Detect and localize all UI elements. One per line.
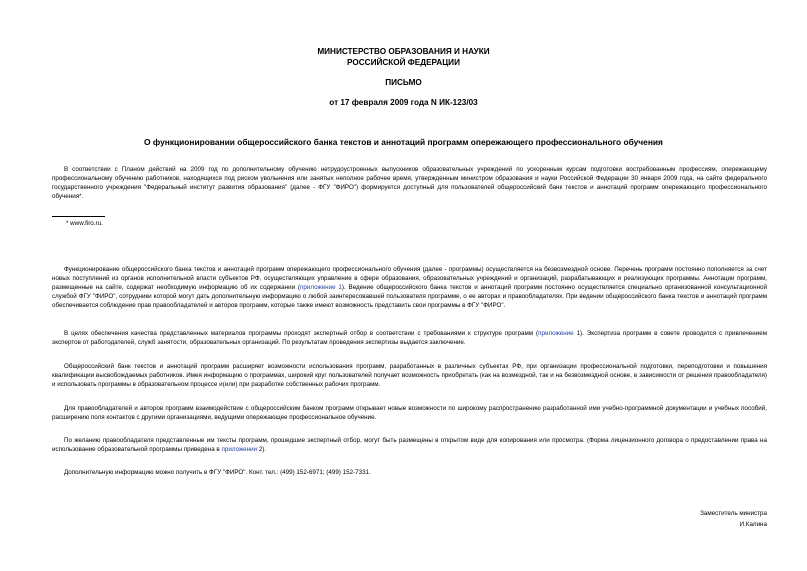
- signatory-position: Заместитель министра: [700, 510, 767, 517]
- paragraph-3-text-b: 1). Экспертиза программ в совете проводится с привлечением экспертов от работодателей, служб занятости, образовательных организаций. По результатам проведения экспертизы выдается заключение.: [52, 330, 767, 346]
- paragraph-4-text: Общероссийский банк текстов и аннотаций программ расширяет возможности использования программ, разработанных в различных субъектах РФ, при организации профессиональной подготовки, переподготовки и повышения квалификации высвобождаемых работников. Имея информацию о программах, широкий круг пользователей получает возможность приобретать (как на возмездной, так и на безвозмездной основе, в зависимости от решения правообладателя) и использовать программы в образовательном процессе и(или) при разработке собственных рабочих программ.: [52, 363, 767, 388]
- paragraph-6: [52, 437, 767, 455]
- paragraph-2-text-a: Функционирование общероссийского банка текстов и аннотаций программ опережающего профессионального обучения (далее - программы) осуществляется на безвозмездной основе. Перечень программ постоянно пополняется за счет новых поступлений из органов исполнительной власти субъектов РФ, осуществляющих управление в сфере образования, образовательных учреждений и организаций, разрабатывающих и реализующих программы. Аннотации программ, размещенные на сайте, содержат необходимую информацию об их содержании (: [52, 266, 767, 291]
- document-subject: О функционировании общероссийского банка текстов и аннотаций программ опережающего профессионального обучения: [144, 137, 663, 147]
- ministry-name-line1: МИНИСТЕРСТВО ОБРАЗОВАНИЯ И НАУКИ: [317, 47, 490, 56]
- document-type: ПИСЬМО: [385, 78, 422, 87]
- paragraph-2: [52, 266, 767, 311]
- paragraph-1: [52, 166, 767, 202]
- appendix-2-link[interactable]: приложении: [221, 445, 258, 453]
- paragraph-1-text: В соответствии с Планом действий на 2009 год по дополнительному обучению нетрудоустроенных выпускников образовательных учреждений по ускоренным курсам подготовки востребованным профессиям, опережающему профессиональному обучению работников, находящихся под риском увольнения или занятых неполное рабочее время, утвержденным министром образования и науки Российской Федерации 30 января 2009 года, на сайте федерального государственного учреждения "Федеральный институт развития образования" (далее - ФГУ "ФИРО") формируется доступный для пользователей общероссийский банк текстов и аннотаций программ опережающего профессионального обучения*.: [52, 166, 767, 200]
- ministry-name-line2: РОССИЙСКОЙ ФЕДЕРАЦИИ: [347, 58, 460, 67]
- document-date-number: от 17 февраля 2009 года N ИК-123/03: [329, 98, 478, 107]
- appendix-1-link[interactable]: приложение 1: [300, 283, 342, 291]
- document-header: [0, 46, 807, 108]
- footnote: * www.firo.ru.: [66, 220, 103, 227]
- paragraph-5-text: Для правообладателей и авторов программ взаимодействие с общероссийским банком программ открывает новые возможности по широкому распространению разработанной ими учебно-программной документации и учебных пособий, расширению поля контактов с другими организациями, ведущими опережающее профессиональное обучение.: [52, 405, 767, 421]
- paragraph-3-text-a: В целях обеспечения качества представленных материалов программы проходят экспертный отбор в соответствии с требованиями к структуре программ (: [64, 330, 539, 337]
- paragraph-5: [52, 405, 767, 423]
- appendix-link[interactable]: приложение: [538, 330, 574, 337]
- signature-block: [700, 508, 767, 530]
- footnote-divider: [52, 216, 105, 217]
- paragraph-3: [52, 330, 767, 348]
- paragraph-4: [52, 363, 767, 390]
- paragraph-2-text-b: ). Ведение общероссийского банка текстов и аннотаций программ постоянно осуществляется специально организованной консультационной службой ФГУ "ФИРО", сотрудники которой могут дать дополнительную информацию о любой заинтересовавшей пользователя программе, о ее авторах и правообладателях. При ведении общероссийского банка текстов и аннотаций программ обеспечивается соблюдение прав правообладателей и авторов программ, которые также имеют возможность представить свои программы в ФГУ "ФИРО".: [52, 283, 767, 309]
- paragraph-7-text: Дополнительную информацию можно получить в ФГУ "ФИРО". Конт. тел.: (499) 152-6971; (499) 152-7331.: [64, 469, 371, 476]
- signatory-name: И.Калина: [739, 521, 767, 528]
- paragraph-6-text-b: 2).: [257, 445, 267, 453]
- paragraph-7: [52, 469, 767, 478]
- paragraph-6-text-a: По желанию правообладателя представленные им тексты программ, прошедшие экспертный отбор, могут быть размещены в открытом виде для копирования или просмотра. (Форма лицензионного договора о предоставлении права на использование образовательной программы приведена в: [52, 437, 767, 453]
